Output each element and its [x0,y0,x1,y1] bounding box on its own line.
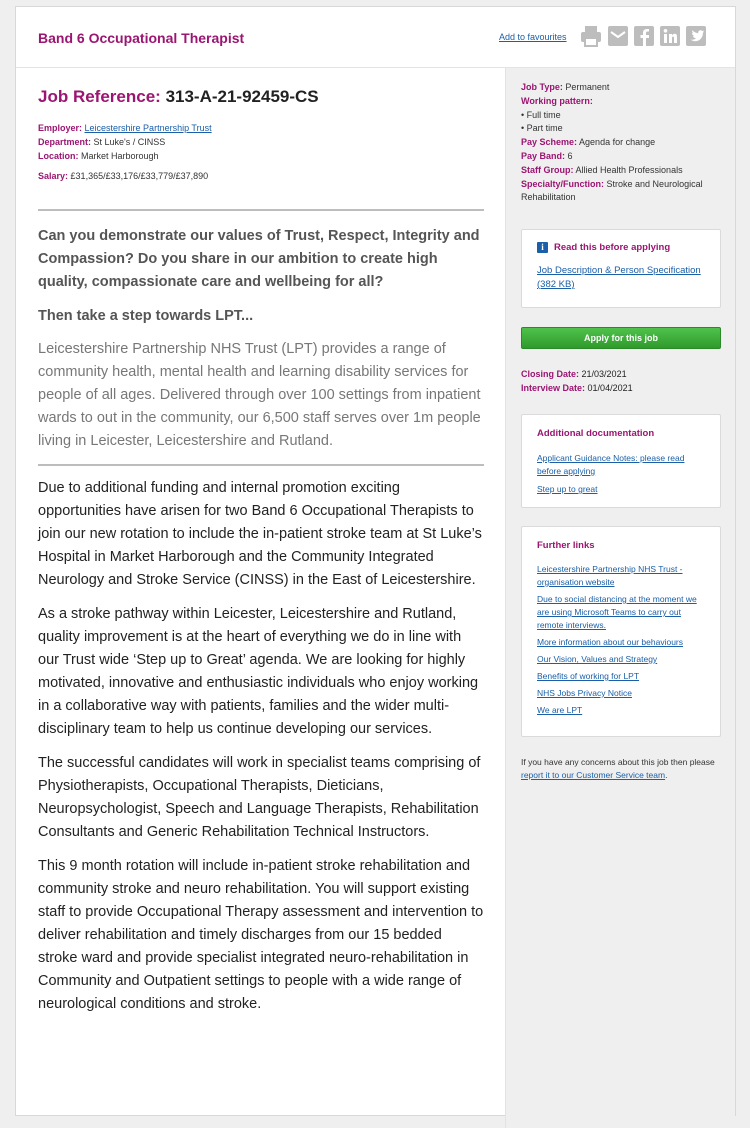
job-type-label: Job Type: [521,82,563,92]
privacy-notice-link[interactable]: NHS Jobs Privacy Notice [537,688,632,698]
salary-row [38,169,484,183]
job-type-value: Permanent [565,82,610,92]
concern-text: If you have any concerns about this job then please [521,757,715,767]
interview-date-value: 01/04/2021 [587,382,633,393]
take-a-step-heading: Then take a step towards LPT... [38,308,254,324]
divider [38,209,484,211]
working-pattern-item: • Part time [521,123,563,134]
specialty-label: Specialty/Function: [521,178,605,189]
specialty-value: Stroke and Neurological Rehabilitation [521,178,703,203]
job-type-row [521,81,721,95]
print-icon[interactable] [579,24,603,48]
linkedin-icon[interactable] [659,24,681,48]
report-concern [521,756,721,782]
read-before-applying-title: Read this before applying [554,242,671,253]
department-value: St Luke's / CINSS [93,137,166,147]
job-sidebar [505,68,735,1128]
job-reference-value: 313-A-21-92459-CS [165,87,319,106]
concern-end: . [665,770,668,780]
email-icon[interactable] [607,24,629,48]
department-label: Department: [38,137,92,147]
closing-date-value: 21/03/2021 [581,369,627,379]
job-description-link[interactable]: Job Description & Person Specification (382 KB) [537,265,701,290]
employer-details [38,121,484,183]
description-paragraph: As a stroke pathway within Leicester, Leicestershire and Rutland, quality improvement is at the heart of everything we do in line with our Trust wide ‘Step up to Great’ agenda. We are looking for highly motivated, innovative and enthusiastic individuals who enjoy working in a collaborative way with patients, families and the wider multi-disciplinary team to help us continue developing our services. [38,606,479,737]
further-links-heading: Further links [537,540,595,551]
step-up-to-great-link[interactable]: Step up to great [537,484,598,494]
working-pattern-item: • Full time [521,109,561,120]
we-are-lpt-link[interactable]: We are LPT [537,705,583,715]
add-to-favourites-link[interactable]: Add to favourites [499,32,567,42]
pay-band-value: 6 [567,150,573,161]
closing-date-row [521,368,721,382]
divider [38,464,484,466]
read-before-applying-heading [537,242,705,253]
pay-band-label: Pay Band: [521,150,566,161]
apply-button[interactable]: Apply for this job [521,327,721,349]
department-row [38,135,484,149]
twitter-icon[interactable] [685,24,707,48]
facebook-icon[interactable] [633,24,655,48]
pay-band-row [521,150,721,164]
staff-group-label: Staff Group: [521,164,574,175]
description-paragraph: The successful candidates will work in specialist teams comprising of Physiotherapists, Occupational Therapists, Dieticians, Neuropsychologist, Speech and Language Therapists, Rehabilitation Consultants and Generic Rehabilitation Technical Instructors. [38,755,481,840]
location-label: Location: [38,151,79,161]
employer-row [38,121,484,135]
read-before-applying-box [521,229,721,308]
description-paragraph: This 9 month rotation will include in-patient stroke rehabilitation and community stroke and neuro rehabilitation. You will support existing staff to provide Occupational Therapy assessment and intervention to deliver rehabilitation and timely discharges from our 15 bedded stroke ward and provide specialist integrated neuro-rehabilitation in Community and Outpatient settings to people with a wide range of neurological conditions and stroke. [38,858,484,1012]
description-paragraph: Due to additional funding and internal promotion exciting opportunities have arisen for two Band 6 Occupational Therapists to join our new rotation to include the in-patient stroke team at St Luke’s Hospital in Market Harborough and the Community Integrated Neurology and Stroke Service (CINSS) in the East of Leicestershire. [38,480,482,588]
pay-scheme-value: Agenda for change [579,137,656,148]
pay-scheme-label: Pay Scheme: [521,137,578,148]
working-pattern-label: Working pattern: [521,95,593,106]
report-link[interactable]: report it to our Customer Service team [521,770,666,780]
location-value: Market Harborough [81,151,159,161]
values-question: Can you demonstrate our values of Trust, Respect, Integrity and Compassion? Do you share in our ambition to create high quality, compassionate care and wellbeing for all? [38,228,480,290]
job-description [38,477,484,1016]
key-dates [521,368,721,395]
salary-label: Salary: [38,171,69,181]
vision-values-link[interactable]: Our Vision, Values and Strategy [537,654,658,664]
behaviours-link[interactable]: More information about our behaviours [537,637,683,647]
benefits-link[interactable]: Benefits of working for LPT [537,671,640,681]
pay-scheme-row [521,136,721,150]
interview-date-row [521,382,721,396]
location-row [38,149,484,163]
info-icon: i [537,242,548,253]
specialty-row [521,178,721,206]
job-reference [38,87,484,107]
title-bar [16,7,735,68]
additional-documentation-box [521,414,721,508]
share-toolbar [579,24,707,48]
job-title: Band 6 Occupational Therapist [38,30,245,46]
closing-date-label: Closing Date: [521,369,580,379]
job-reference-label: Job Reference: [38,87,161,106]
staff-group-value: Allied Health Professionals [575,164,683,175]
job-facts [521,81,721,205]
staff-group-row [521,164,721,178]
trust-intro: Leicestershire Partnership NHS Trust (LPT) provides a range of community health, mental health and learning disability services for people of all ages. Delivered through over 100 settings from inpatient wards to out in the community, our 6,500 staff serves over 1m people living in Leicester, Leicestershire and Rutland. [38,341,481,449]
job-details [38,87,484,1027]
interview-date-label: Interview Date: [521,382,586,393]
further-links-box [521,526,721,737]
remote-interviews-link[interactable]: Due to social distancing at the moment we are using Microsoft Teams to carry out remote interviews. [537,594,697,630]
employer-link[interactable]: Leicestershire Partnership Trust [84,123,212,133]
additional-documentation-heading: Additional documentation [537,428,655,439]
organisation-website-link[interactable]: Leicestershire Partnership NHS Trust - organisation website [537,564,683,587]
employer-label: Employer: [38,123,83,133]
job-card [15,6,736,1116]
applicant-guidance-link[interactable]: Applicant Guidance Notes: please read before applying [537,453,685,476]
salary-value: £31,365/£33,176/£33,779/£37,890 [70,171,209,181]
